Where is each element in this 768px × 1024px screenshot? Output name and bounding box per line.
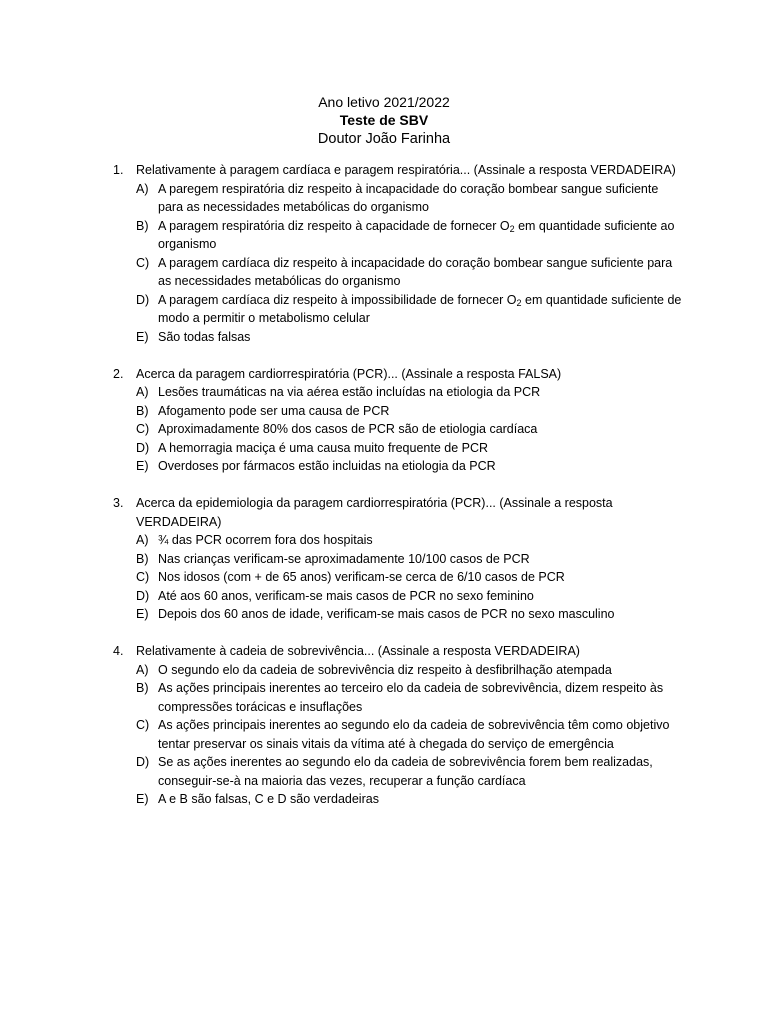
subscript: 2 [516, 297, 522, 308]
answer-option [0, 587, 686, 606]
option-letter: D) [136, 292, 150, 307]
option-letter: A) [136, 662, 149, 677]
answer-option [0, 180, 686, 217]
option-text: A paragem cardíaca diz respeito à incapacidade do coração bombear sangue suficiente para as necessidades metabólicas do organismo [158, 255, 673, 288]
question-4 [0, 642, 768, 809]
answer-option [0, 217, 686, 254]
option-text: São todas falsas [158, 329, 251, 344]
option-text: A paragem cardíaca diz respeito à impossibilidade de fornecer $O_2$ em quantidade suficiente de modo a permitir o metabolismo celular [158, 292, 682, 325]
option-text: Depois dos 60 anos de idade, verificam-se mais casos de PCR no sexo masculino [158, 607, 615, 621]
question-number: 2. [113, 366, 124, 381]
option-text: A paregem respiratória diz respeito à incapacidade do coração bombear sangue suficiente para as necessidades metabólicas do organismo [158, 181, 659, 214]
question-2 [0, 365, 768, 476]
question-text: Relativamente à cadeia de sobrevivência... (Assinale a resposta VERDADEIRA) [136, 644, 580, 658]
option-text: A paragem respiratória diz respeito à capacidade de fornecer $O_2$ em quantidade suficiente ao organismo [158, 218, 675, 251]
option-text: Até aos 60 anos, verificam-se mais casos de PCR no sexo feminino [158, 588, 534, 603]
subscript: 2 [509, 223, 515, 234]
option-letter: E) [136, 607, 149, 621]
option-text: Se as ações inerentes ao segundo elo da cadeia de sobrevivência forem bem realizadas, conseguir-se-à na maioria das vezes, recuperar a função cardíaca [158, 755, 653, 788]
option-text: Nos idosos (com + de 65 anos) verificam-se cerca de 6/10 casos de PCR [158, 570, 565, 584]
option-letter: C) [136, 422, 150, 436]
option-letter: A) [136, 385, 149, 399]
option-letter: D) [136, 755, 150, 769]
question-text: Acerca da epidemiologia da paragem cardiorrespiratória (PCR)... (Assinale a resposta VERDADEIRA) [136, 496, 613, 529]
answer-option [0, 439, 686, 458]
option-letter: B) [136, 551, 149, 566]
option-text: O segundo elo da cadeia de sobrevivência diz respeito à desfibrilhação atempada [158, 662, 612, 677]
option-letter: A) [136, 533, 149, 547]
option-letter: B) [136, 403, 149, 418]
option-letter: C) [136, 255, 150, 270]
document-header [0, 93, 768, 149]
answer-option [0, 383, 686, 402]
option-text: As ações principais inerentes ao segundo elo da cadeia de sobrevivência têm como objetivo tentar preservar os sinais vitais da vítima até à chegada do serviço de emergência [158, 718, 670, 751]
answer-option [0, 753, 686, 790]
option-letter: C) [136, 570, 150, 584]
answer-option [0, 328, 686, 347]
answer-option [0, 457, 686, 476]
option-text: As ações principais inerentes ao terceiro elo da cadeia de sobrevivência, dizem respeito às compressões torácicas e insuflações [158, 681, 664, 714]
answer-option [0, 531, 686, 550]
answer-option [0, 568, 686, 587]
option-letter: D) [136, 440, 150, 455]
answer-option [0, 605, 686, 624]
option-text: Nas crianças verificam-se aproximadamente 10/100 casos de PCR [158, 551, 530, 566]
document-title: Teste de SBV [339, 112, 429, 128]
option-letter: E) [136, 329, 149, 344]
question-text: Relativamente à paragem cardíaca e paragem respiratória... (Assinale a resposta VERDADEIRA) [136, 163, 676, 177]
answer-option [0, 679, 686, 716]
option-text: A e B são falsas, C e D são verdadeiras [158, 792, 379, 806]
question-1 [0, 161, 768, 346]
answer-option [0, 402, 686, 421]
question-text: Acerca da paragem cardiorrespiratória (PCR)... (Assinale a resposta FALSA) [136, 366, 562, 381]
option-letter: B) [136, 681, 149, 695]
option-text: ¾ das PCR ocorrem fora dos hospitais [158, 533, 373, 547]
option-letter: B) [136, 218, 149, 233]
option-letter: C) [136, 718, 150, 732]
answer-option [0, 550, 686, 569]
option-letter: A) [136, 181, 149, 196]
option-text: Overdoses por fármacos estão incluidas na etiologia da PCR [158, 459, 496, 473]
option-letter: E) [136, 792, 149, 806]
option-text: Lesões traumáticas na via aérea estão incluídas na etiologia da PCR [158, 385, 541, 399]
answer-option [0, 291, 686, 328]
question-number: 1. [113, 163, 124, 177]
option-letter: D) [136, 588, 150, 603]
question-number: 4. [113, 644, 124, 658]
option-text: Aproximadamente 80% dos casos de PCR são de etiologia cardíaca [158, 422, 538, 436]
document-author: Doutor João Farinha [317, 131, 451, 147]
school-year: Ano letivo 2021/2022 [318, 94, 450, 110]
option-text: Afogamento pode ser uma causa de PCR [158, 403, 390, 418]
answer-option [0, 716, 686, 753]
answer-option [0, 790, 686, 809]
option-text: A hemorragia maciça é uma causa muito frequente de PCR [158, 440, 489, 455]
option-letter: E) [136, 459, 149, 473]
answer-option [0, 420, 686, 439]
answer-option [0, 661, 686, 680]
answer-option [0, 254, 686, 291]
question-list [0, 161, 768, 827]
question-3 [0, 494, 768, 624]
question-number: 3. [113, 496, 124, 510]
